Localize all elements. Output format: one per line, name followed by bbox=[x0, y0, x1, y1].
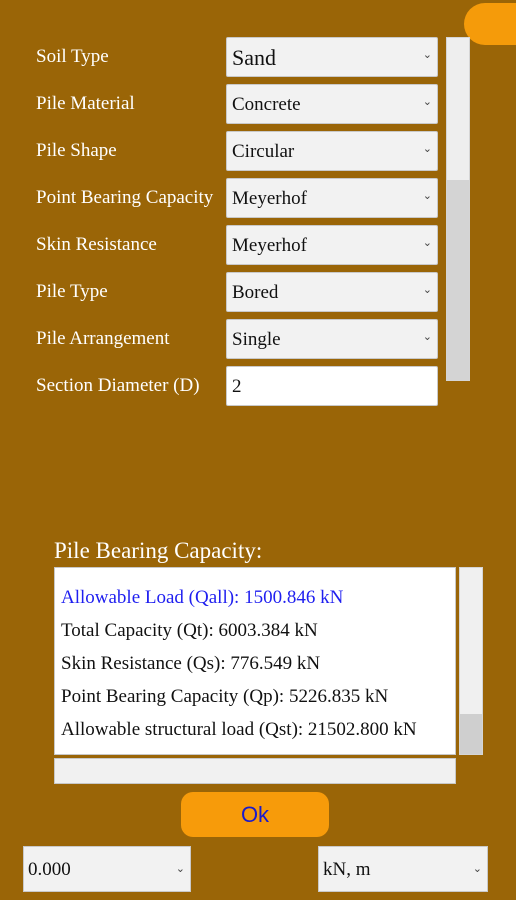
structural-load-line: Allowable structural load (Qst): 21502.800 kN bbox=[61, 719, 417, 740]
chevron-down-icon: ⌄ bbox=[422, 236, 432, 249]
pile-material-value: Concrete bbox=[232, 94, 301, 115]
soil-type-label: Soil Type bbox=[36, 46, 109, 67]
form-scrollbar[interactable] bbox=[446, 37, 470, 381]
units-select-value: kN, m bbox=[323, 859, 371, 880]
pile-shape-row bbox=[0, 131, 440, 171]
chevron-down-icon: ⌄ bbox=[422, 330, 432, 343]
pile-shape-label: Pile Shape bbox=[36, 140, 117, 161]
chevron-down-icon: ⌄ bbox=[472, 862, 482, 875]
pile-material-label: Pile Material bbox=[36, 93, 135, 114]
results-scrollbar[interactable] bbox=[459, 567, 483, 755]
total-capacity-line: Total Capacity (Qt): 6003.384 kN bbox=[61, 620, 318, 641]
value-select[interactable] bbox=[23, 846, 191, 892]
chevron-down-icon: ⌄ bbox=[422, 283, 432, 296]
chevron-down-icon: ⌄ bbox=[422, 142, 432, 155]
skin-resistance-label: Skin Resistance bbox=[36, 234, 157, 255]
point-bearing-select[interactable] bbox=[226, 178, 438, 218]
chevron-down-icon: ⌄ bbox=[422, 48, 432, 61]
pile-arrangement-value: Single bbox=[232, 329, 281, 350]
skin-resistance-select[interactable] bbox=[226, 225, 438, 265]
chevron-down-icon: ⌄ bbox=[422, 95, 432, 108]
results-title: Pile Bearing Capacity: bbox=[54, 538, 263, 563]
allowable-load-line: Allowable Load (Qall): 1500.846 kN bbox=[61, 587, 344, 608]
skin-resistance-line: Skin Resistance (Qs): 776.549 kN bbox=[61, 653, 321, 674]
pile-type-select[interactable] bbox=[226, 272, 438, 312]
skin-resistance-value: Meyerhof bbox=[232, 235, 307, 256]
pile-type-value: Bored bbox=[232, 282, 279, 303]
results-input-field[interactable] bbox=[54, 758, 456, 784]
section-diameter-row bbox=[0, 366, 440, 406]
results-list bbox=[54, 567, 456, 755]
skin-resistance-row bbox=[0, 225, 440, 265]
point-bearing-label: Point Bearing Capacity bbox=[36, 187, 214, 208]
pile-arrangement-select[interactable] bbox=[226, 319, 438, 359]
soil-type-value: Sand bbox=[232, 45, 276, 70]
chevron-down-icon: ⌄ bbox=[422, 189, 432, 202]
point-bearing-row bbox=[0, 178, 440, 218]
chevron-down-icon: ⌄ bbox=[175, 862, 185, 875]
soil-type-row bbox=[0, 37, 440, 77]
section-diameter-value: 2 bbox=[232, 376, 242, 397]
value-select-value: 0.000 bbox=[28, 859, 71, 880]
pile-material-row bbox=[0, 84, 440, 124]
soil-type-select[interactable] bbox=[226, 37, 438, 77]
section-diameter-label: Section Diameter (D) bbox=[36, 375, 200, 396]
pile-material-select[interactable] bbox=[226, 84, 438, 124]
units-select[interactable] bbox=[318, 846, 488, 892]
results-scrollbar-thumb[interactable] bbox=[460, 714, 482, 754]
form-scrollbar-thumb[interactable] bbox=[447, 180, 469, 380]
pile-type-row bbox=[0, 272, 440, 312]
pile-arrangement-label: Pile Arrangement bbox=[36, 328, 170, 349]
input-form bbox=[0, 30, 440, 397]
section-diameter-input[interactable] bbox=[226, 366, 438, 406]
corner-menu-tab[interactable] bbox=[464, 3, 516, 45]
ok-button[interactable]: Ok bbox=[181, 792, 329, 837]
point-bearing-line: Point Bearing Capacity (Qp): 5226.835 kN bbox=[61, 686, 389, 707]
pile-arrangement-row bbox=[0, 319, 440, 359]
pile-type-label: Pile Type bbox=[36, 281, 108, 302]
point-bearing-value: Meyerhof bbox=[232, 188, 307, 209]
pile-shape-value: Circular bbox=[232, 141, 295, 162]
pile-shape-select[interactable] bbox=[226, 131, 438, 171]
